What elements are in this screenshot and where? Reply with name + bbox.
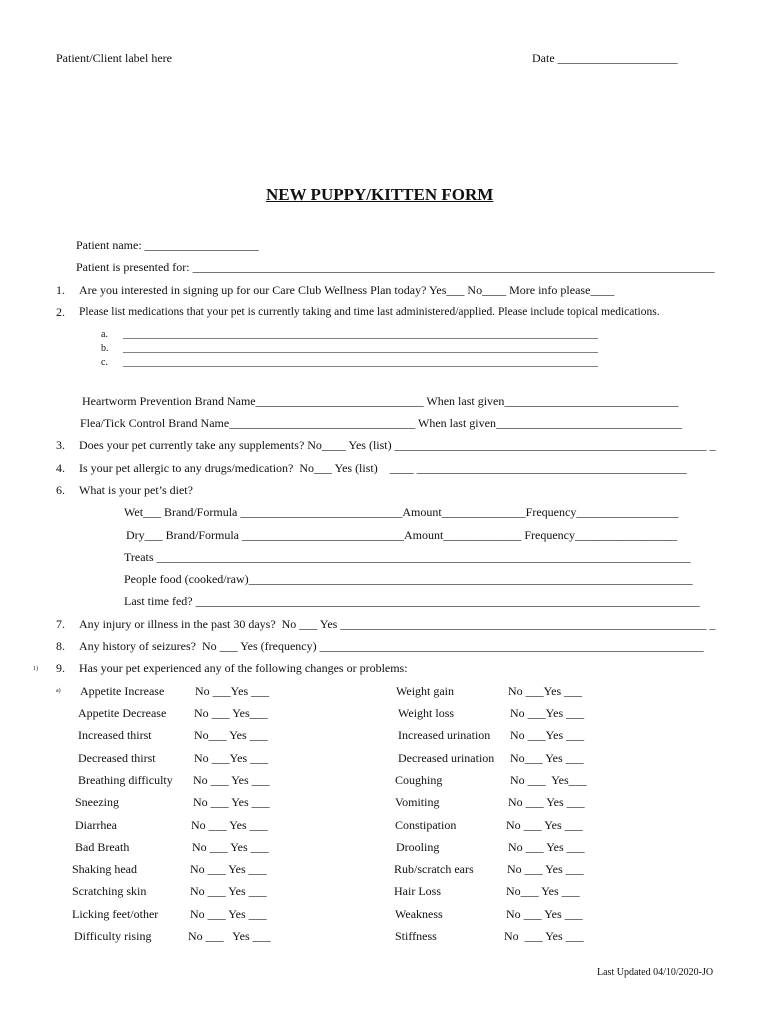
diet-people-food-field[interactable]: People food (cooked/raw)__________________________________________________________________________: [124, 572, 693, 586]
date-field[interactable]: Date ____________________: [532, 51, 678, 65]
symptom-label: Appetite Increase: [80, 684, 165, 698]
symptom-label: Difficulty rising: [74, 929, 152, 943]
question-allergies[interactable]: Is your pet allergic to any drugs/medication? No___ Yes (list) ____ _____________________________________________: [79, 461, 687, 475]
symptom-label: Rub/scratch ears: [394, 862, 474, 876]
symptom-answer[interactable]: No ___ Yes___: [194, 706, 268, 720]
symptom-answer[interactable]: No ___Yes ___: [510, 728, 585, 742]
symptom-label: Decreased thirst: [78, 751, 156, 765]
symptom-label: Coughing: [395, 773, 443, 787]
symptom-answer[interactable]: No ___ Yes ___: [193, 795, 270, 809]
symptom-answer[interactable]: No ___ Yes ___: [508, 840, 585, 854]
symptom-answer[interactable]: No ___ Yes ___: [190, 907, 267, 921]
question-number: 8.: [56, 639, 65, 653]
heartworm-prevention-field[interactable]: Heartworm Prevention Brand Name____________________________ When last given_____________________________: [82, 394, 679, 408]
question-supplements[interactable]: Does your pet currently take any supplements? No____ Yes (list) ____________________________________________________ _: [79, 438, 716, 452]
presented-for-field[interactable]: Patient is presented for: _______________________________________________________________________________________: [76, 260, 715, 274]
patient-name-field[interactable]: Patient name: ___________________: [76, 238, 259, 252]
symptom-answer[interactable]: No ___ Yes ___: [506, 907, 583, 921]
symptom-label: Licking feet/other: [72, 907, 159, 921]
question-number: 1.: [56, 283, 65, 297]
symptom-label: Weakness: [395, 907, 443, 921]
question-wellness-plan[interactable]: Are you interested in signing up for our Care Club Wellness Plan today? Yes___ No____ More info please____: [79, 283, 615, 297]
symptom-answer[interactable]: No ___ Yes ___: [191, 818, 268, 832]
list-letter: b.: [101, 343, 109, 354]
symptom-answer[interactable]: No ___ Yes ___: [508, 795, 585, 809]
margin-mark: a): [56, 688, 61, 694]
patient-label-placeholder: Patient/Client label here: [56, 51, 172, 65]
list-letter: c.: [101, 357, 108, 368]
symptom-label: Diarrhea: [75, 818, 117, 832]
symptom-label: Weight gain: [396, 684, 455, 698]
question-number: 3.: [56, 438, 65, 452]
question-medications: Please list medications that your pet is currently taking and time last administered/applied. Please include topical medications.: [79, 306, 660, 318]
symptom-label: Stiffness: [395, 929, 437, 943]
page-title: NEW PUPPY/KITTEN FORM: [266, 185, 494, 204]
symptom-answer[interactable]: No ___ Yes ___: [192, 840, 269, 854]
symptom-answer[interactable]: No ___ Yes___: [510, 773, 587, 787]
question-number: 2.: [56, 305, 65, 319]
symptom-label: Breathing difficulty: [78, 773, 173, 787]
symptom-label: Vomiting: [395, 795, 440, 809]
diet-wet-field[interactable]: Wet___ Brand/Formula ___________________________Amount______________Frequency_________________: [124, 505, 679, 519]
diet-treats-field[interactable]: Treats _________________________________________________________________________________________: [124, 550, 691, 564]
symptom-answer[interactable]: No ___Yes ___: [508, 684, 583, 698]
medication-line-c[interactable]: _______________________________________________________________________________________________: [123, 357, 598, 368]
symptom-answer[interactable]: No ___ Yes ___: [190, 862, 267, 876]
symptom-label: Sneezing: [75, 795, 119, 809]
symptom-answer[interactable]: No___ Yes ___: [510, 751, 584, 765]
medication-line-a[interactable]: _______________________________________________________________________________________________: [123, 329, 598, 340]
symptom-answer[interactable]: No ___Yes ___: [510, 706, 585, 720]
symptom-label: Increased urination: [398, 728, 491, 742]
symptom-answer[interactable]: No ___ Yes ___: [506, 818, 583, 832]
symptom-label: Bad Breath: [75, 840, 130, 854]
flea-tick-control-field[interactable]: Flea/Tick Control Brand Name_______________________________ When last given_______________________________: [80, 416, 682, 430]
symptom-answer[interactable]: No ___ Yes ___: [190, 884, 267, 898]
question-changes-problems: Has your pet experienced any of the following changes or problems:: [79, 661, 408, 675]
question-seizures[interactable]: Any history of seizures? No ___ Yes (frequency) ________________________________________________________________: [79, 639, 704, 653]
symptom-label: Increased thirst: [78, 728, 152, 742]
question-number: 7.: [56, 617, 65, 631]
question-number: 4.: [56, 461, 65, 475]
symptom-answer[interactable]: No ___ Yes ___: [507, 862, 584, 876]
symptom-label: Decreased urination: [398, 751, 495, 765]
margin-mark: 1): [33, 666, 38, 672]
symptom-label: Appetite Decrease: [78, 706, 167, 720]
last-updated-footer: Last Updated 04/10/2020-JO: [597, 967, 714, 978]
symptom-label: Shaking head: [72, 862, 137, 876]
last-fed-field[interactable]: Last time fed? ____________________________________________________________________________________: [124, 594, 700, 608]
symptom-answer[interactable]: No ___Yes ___: [194, 751, 269, 765]
symptom-answer[interactable]: No ___ Yes ___: [504, 929, 584, 943]
symptom-label: Weight loss: [398, 706, 455, 720]
symptom-label: Drooling: [396, 840, 440, 854]
symptom-answer[interactable]: No ___ Yes ___: [188, 929, 271, 943]
symptom-label: Scratching skin: [72, 884, 147, 898]
symptom-label: Hair Loss: [394, 884, 441, 898]
question-number: 6.: [56, 483, 65, 497]
symptom-label: Constipation: [395, 818, 457, 832]
symptom-answer[interactable]: No ___Yes ___: [195, 684, 270, 698]
diet-dry-field[interactable]: Dry___ Brand/Formula ___________________________Amount_____________ Frequency_________________: [126, 528, 677, 542]
question-diet: What is your pet’s diet?: [79, 483, 193, 497]
symptom-answer[interactable]: No___ Yes ___: [194, 728, 268, 742]
list-letter: a.: [101, 329, 108, 340]
medication-line-b[interactable]: _______________________________________________________________________________________________: [123, 343, 598, 354]
symptom-answer[interactable]: No ___ Yes ___: [193, 773, 270, 787]
question-injury-illness[interactable]: Any injury or illness in the past 30 days? No ___ Yes _____________________________________________________________ _: [79, 617, 716, 631]
symptom-answer[interactable]: No___ Yes ___: [506, 884, 580, 898]
question-number: 9.: [56, 661, 65, 675]
